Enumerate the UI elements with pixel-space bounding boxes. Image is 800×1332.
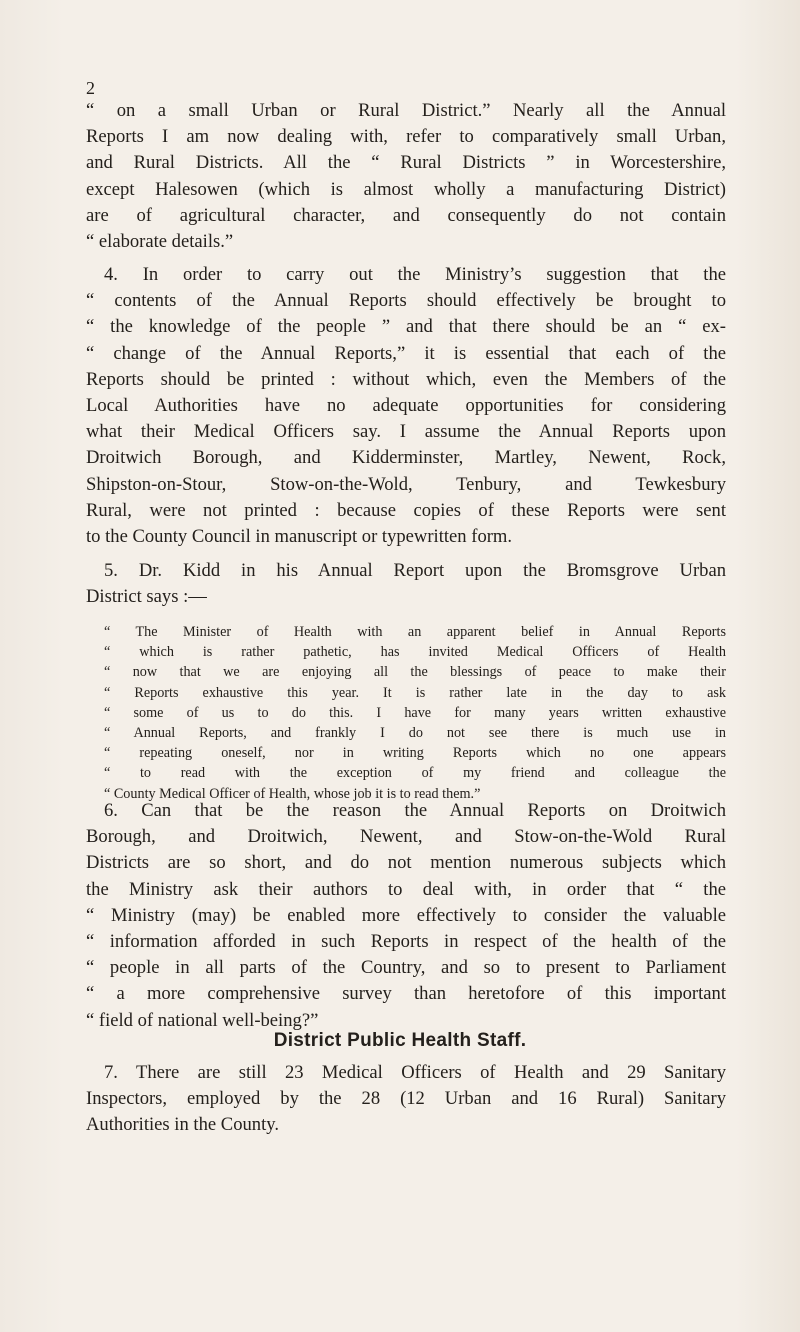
text-line: “ contents of the Annual Reports should effectively be brought to	[86, 290, 726, 312]
text-line: Reports should be printed : without which, even the Members of the	[86, 368, 726, 390]
text-line: Borough, and Droitwich, Newent, and Stow-on-the-Wold Rural	[86, 826, 726, 848]
text-line: Inspectors, employed by the 28 (12 Urban and 16 Rural) Sanitary	[86, 1088, 726, 1110]
text-line: what their Medical Officers say. I assume the Annual Reports upon	[86, 421, 726, 443]
quote-line: “ Annual Reports, and frankly I do not see there is much use in	[104, 725, 726, 742]
text-line: “ a more comprehensive survey than heretofore of this important	[86, 983, 726, 1005]
quote-line: “ County Medical Officer of Health, whose job it is to read them.”	[104, 785, 481, 802]
text-line: “ change of the Annual Reports,” it is essential that each of the	[86, 342, 726, 364]
quote-line: “ repeating oneself, nor in writing Reports which no one appears	[104, 745, 726, 762]
paragraph-continuation	[86, 98, 726, 255]
text-line: “ on a small Urban or Rural District.” Nearly all the Annual	[86, 100, 726, 121]
text-line: except Halesowen (which is almost wholly a manufacturing District)	[86, 178, 726, 200]
text-line: to the County Council in manuscript or typewritten form.	[86, 526, 513, 548]
text-line: District says :—	[86, 586, 207, 608]
text-line: and Rural Districts. All the “ Rural Districts ” in Worcestershire,	[86, 152, 726, 174]
text-line: 7. There are still 23 Medical Officers of Health and 29 Sanitary	[104, 1062, 726, 1083]
paragraph-7	[86, 1060, 726, 1139]
text-line: “ the knowledge of the people ” and that there should be an “ ex-	[86, 316, 726, 338]
text-line: Authorities in the County.	[86, 1114, 279, 1136]
text-line: the Ministry ask their authors to deal with, in order that “ the	[86, 878, 726, 900]
page-number: 2	[86, 78, 95, 98]
quote-line: “ now that we are enjoying all the blessings of peace to make their	[104, 664, 726, 681]
text-line: 5. Dr. Kidd in his Annual Report upon the Bromsgrove Urban	[104, 560, 726, 581]
text-line: Local Authorities have no adequate opportunities for considering	[86, 395, 726, 417]
text-line: “ information afforded in such Reports in respect of the health of the	[86, 931, 726, 953]
text-line: “ field of national well-being?”	[86, 1009, 319, 1031]
quote-line: “ Reports exhaustive this year. It is rather late in the day to ask	[104, 684, 726, 701]
paragraph-4	[86, 262, 726, 550]
text-line: “ elaborate details.”	[86, 231, 234, 253]
quote-line: “ The Minister of Health with an apparent belief in Annual Reports	[104, 624, 726, 640]
text-line: are of agricultural character, and consequently do not contain	[86, 204, 726, 226]
text-line: 4. In order to carry out the Ministry’s suggestion that the	[104, 264, 726, 285]
paragraph-6	[86, 798, 726, 1034]
quote-line: “ to read with the exception of my friend and colleague the	[104, 765, 726, 782]
text-line: Rural, were not printed : because copies of these Reports were sent	[86, 499, 726, 521]
text-line: Shipston-on-Stour, Stow-on-the-Wold, Tenbury, and Tewkesbury	[86, 473, 726, 495]
text-line: “ Ministry (may) be enabled more effectively to consider the valuable	[86, 904, 726, 926]
quote-line: “ some of us to do this. I have for many years written exhaustive	[104, 704, 726, 721]
text-line: 6. Can that be the reason the Annual Reports on Droitwich	[104, 800, 726, 821]
text-line: “ people in all parts of the Country, and so to present to Parliament	[86, 957, 726, 979]
text-line: Districts are so short, and do not mention numerous subjects which	[86, 852, 726, 874]
text-line: Droitwich Borough, and Kidderminster, Martley, Newent, Rock,	[86, 447, 726, 469]
text-line: Reports I am now dealing with, refer to comparatively small Urban,	[86, 126, 726, 148]
paragraph-5	[86, 558, 726, 610]
section-heading: District Public Health Staff.	[273, 1030, 527, 1051]
quote-line: “ which is rather pathetic, has invited Medical Officers of Health	[104, 644, 726, 661]
block-quote	[86, 622, 726, 804]
